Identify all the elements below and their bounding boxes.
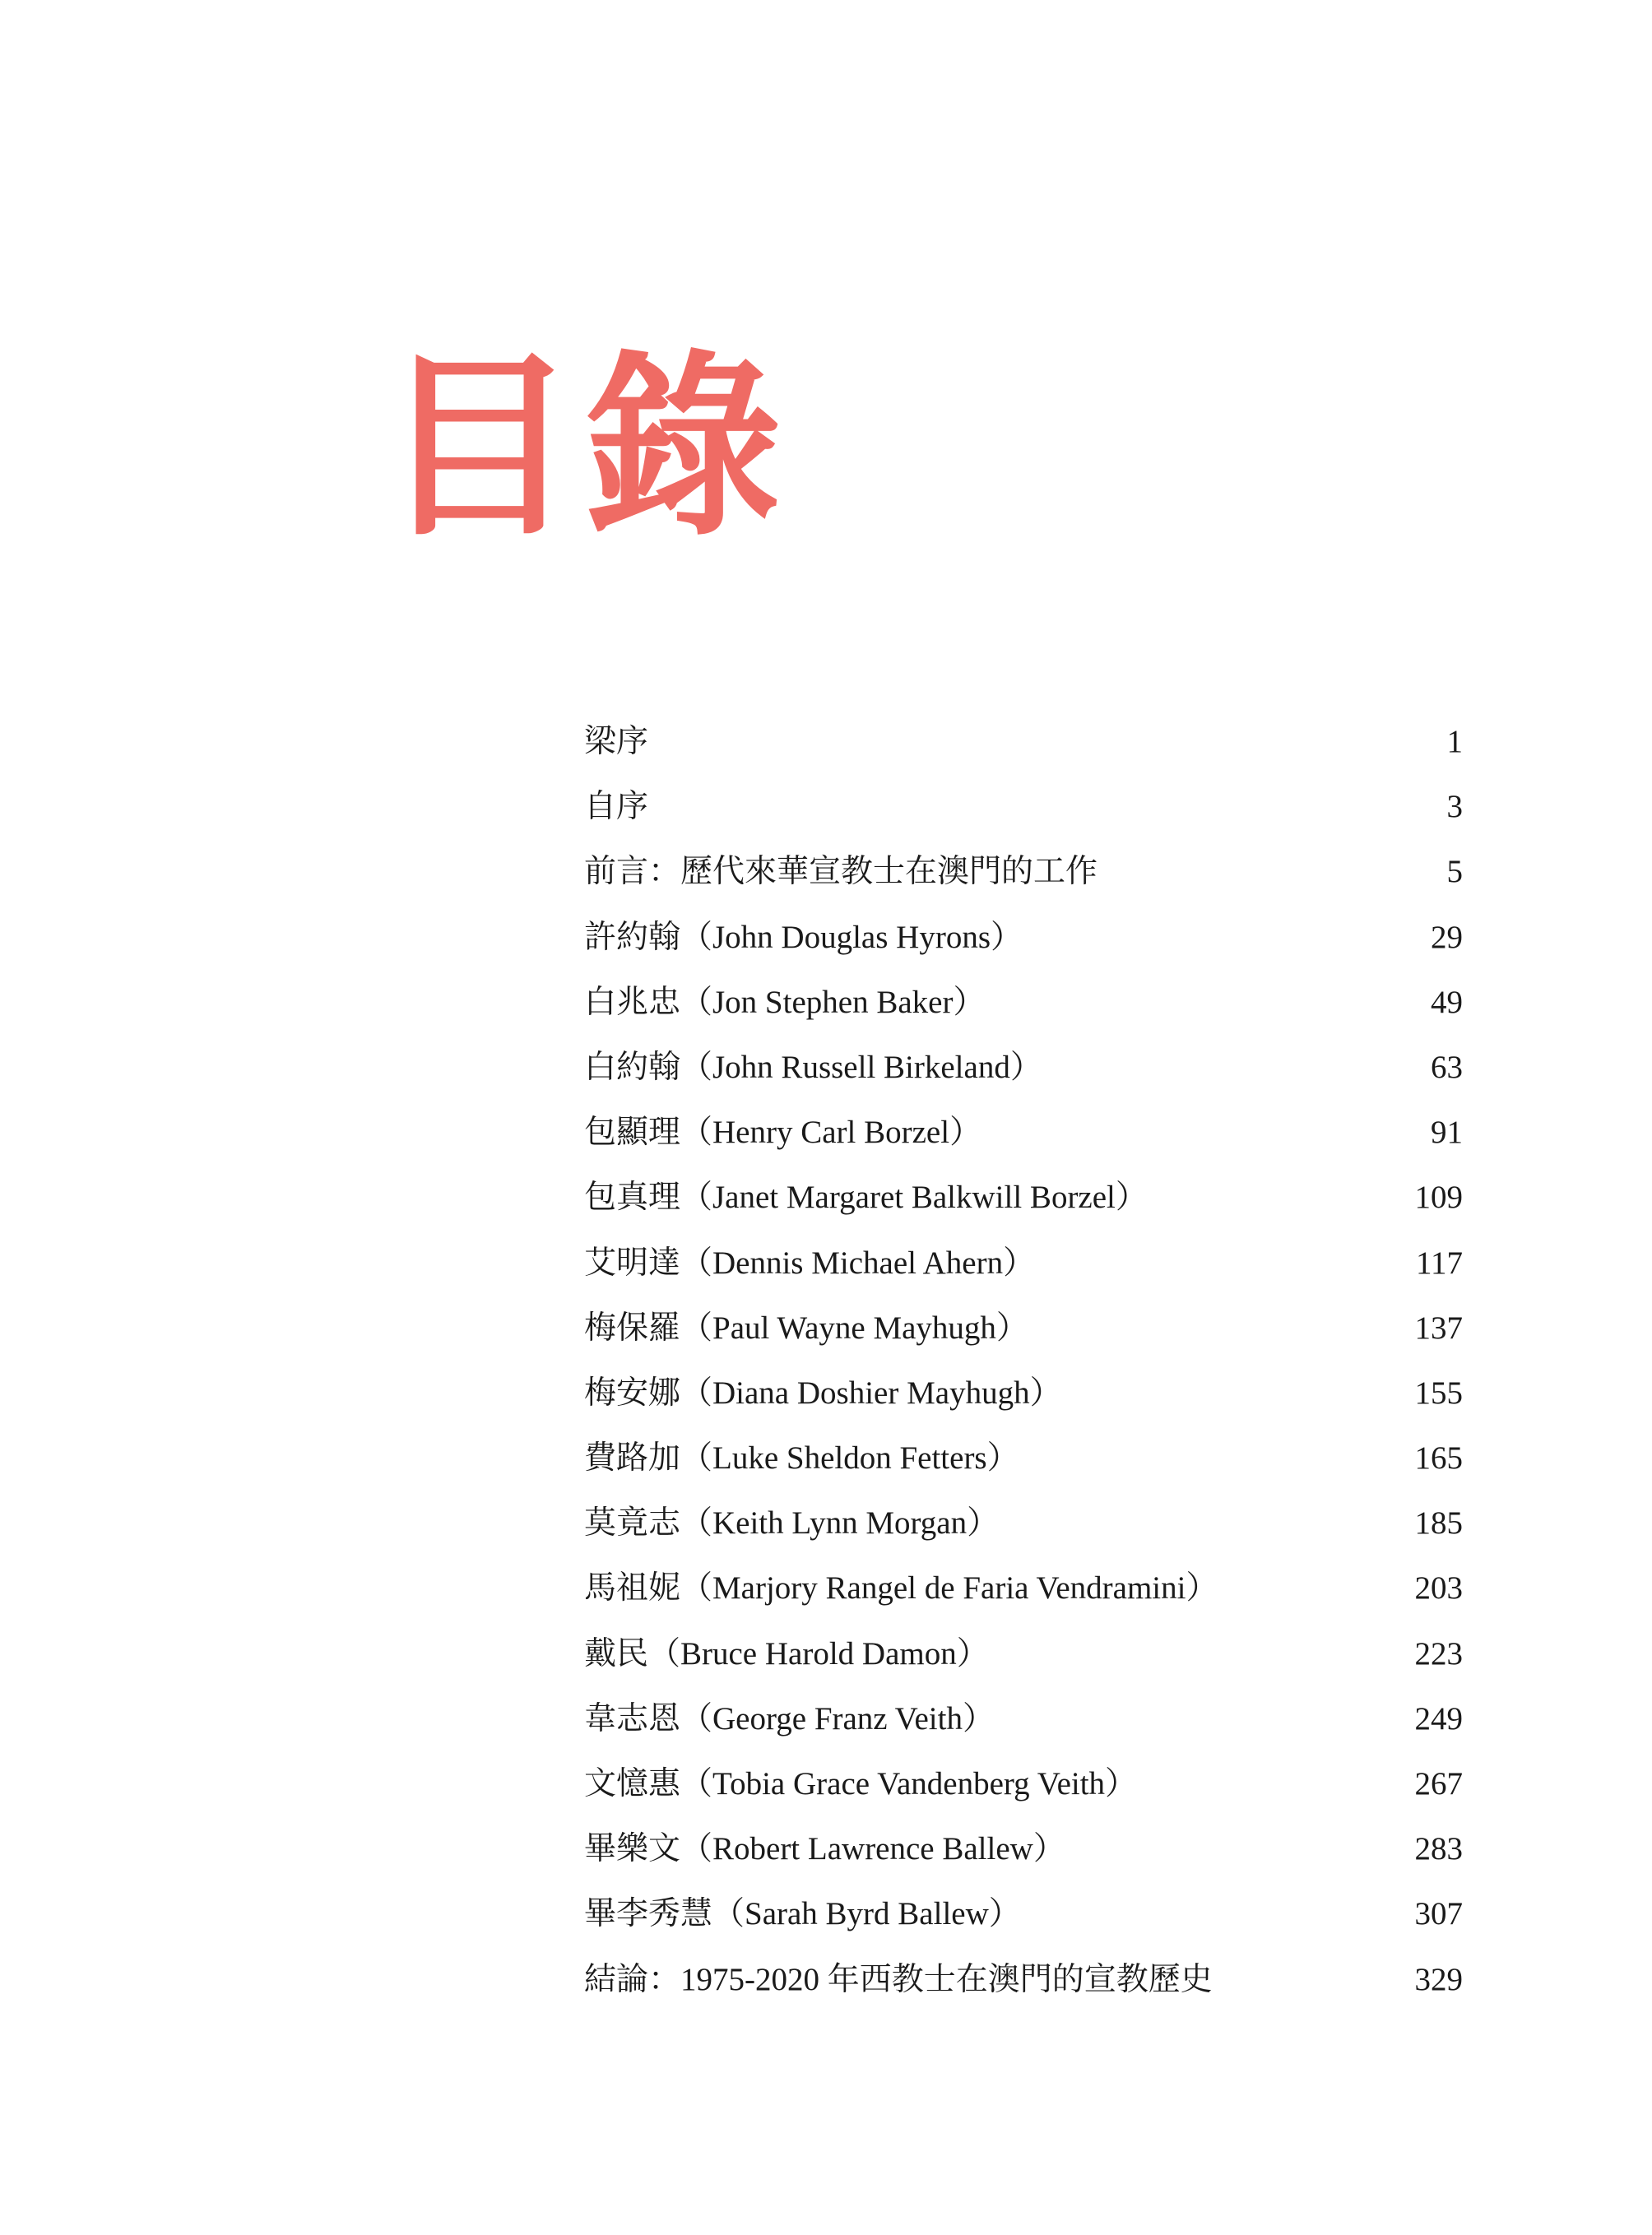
toc-entry-page-number: 203	[1414, 1570, 1463, 1607]
toc-entry	[584, 1556, 1463, 1621]
toc-entry-page-number: 329	[1414, 1961, 1463, 1997]
toc-entry-page-number: 91	[1431, 1115, 1463, 1151]
page-title: 目錄	[380, 330, 789, 563]
toc-entry-page-number: 5	[1446, 854, 1463, 890]
toc-entry-title: 梅保羅（Paul Wayne Mayhugh）	[584, 1310, 1028, 1346]
toc-entry	[584, 1947, 1463, 2012]
toc-entry-page-number: 63	[1431, 1049, 1463, 1085]
toc-entry	[584, 1881, 1463, 1946]
toc-entry-page-number: 307	[1414, 1896, 1463, 1932]
toc-entry-page-number: 109	[1414, 1180, 1463, 1216]
toc-entry	[584, 1165, 1463, 1230]
toc-entry	[584, 1035, 1463, 1100]
toc-entry	[584, 1751, 1463, 1816]
toc-entry-title: 費路加（Luke Sheldon Fetters）	[584, 1440, 1019, 1477]
toc-entry-page-number: 3	[1446, 789, 1463, 825]
toc-entry-title: 梁序	[584, 724, 649, 759]
toc-entry-title: 畢李秀慧（Sarah Byrd Ballew）	[584, 1896, 1021, 1932]
toc-entry-page-number: 185	[1414, 1505, 1463, 1542]
toc-entry	[584, 970, 1463, 1035]
toc-entry-page-number: 283	[1414, 1831, 1463, 1867]
toc-entry-page-number: 165	[1414, 1440, 1463, 1477]
toc-entry-title: 結論：1975-2020 年西教士在澳門的宣教歷史	[584, 1961, 1213, 1997]
toc-entry-title: 包顯理（Henry Carl Borzel）	[584, 1115, 982, 1151]
toc-entry-title: 前言：歷代來華宣教士在澳門的工作	[584, 854, 1098, 890]
toc-entry	[584, 1491, 1463, 1556]
toc-entry-page-number: 29	[1431, 919, 1463, 955]
toc-entry-page-number: 137	[1414, 1310, 1463, 1346]
toc-entry-title: 白約翰（John Russell Birkeland）	[584, 1049, 1042, 1085]
toc-entry-title: 馬祖妮（Marjory Rangel de Faria Vendramini）	[584, 1570, 1218, 1607]
toc-entry	[584, 1426, 1463, 1491]
toc-entry-page-number: 117	[1415, 1245, 1463, 1281]
toc-entry	[584, 1231, 1463, 1296]
toc-entry	[584, 709, 1463, 774]
toc-entry	[584, 1621, 1463, 1686]
toc-entry-title: 文憶惠（Tobia Grace Vandenberg Veith）	[584, 1766, 1138, 1801]
toc-entry-title: 韋志恩（George Franz Veith）	[584, 1700, 995, 1737]
toc-entry	[584, 1816, 1463, 1881]
toc-entry	[584, 1686, 1463, 1751]
toc-entry	[584, 1296, 1463, 1361]
toc-entry-title: 艾明達（Dennis Michael Ahern）	[584, 1245, 1036, 1281]
toc-entry-page-number: 155	[1414, 1375, 1463, 1411]
toc-entry-title: 梅安娜（Diana Doshier Mayhugh）	[584, 1375, 1062, 1411]
toc-entry-page-number: 49	[1431, 984, 1463, 1020]
toc-entry-page-number: 249	[1414, 1700, 1463, 1737]
toc-entry-title: 包真理（Janet Margaret Balkwill Borzel）	[584, 1180, 1148, 1216]
toc-entry-title: 自序	[584, 789, 649, 825]
toc-entry	[584, 774, 1463, 839]
toc-entry	[584, 905, 1463, 970]
toc-entry-title: 白兆忠（Jon Stephen Baker）	[584, 984, 986, 1020]
toc-entry-title: 畢樂文（Robert Lawrence Ballew）	[584, 1831, 1065, 1867]
toc-entry-title: 莫竟志（Keith Lynn Morgan）	[584, 1505, 1000, 1542]
toc-entry-title: 戴民（Bruce Harold Damon）	[584, 1635, 989, 1672]
toc-entry-page-number: 223	[1414, 1635, 1463, 1672]
toc-entry-page-number: 267	[1414, 1766, 1463, 1801]
toc-entry	[584, 1100, 1463, 1165]
toc-entry-page-number: 1	[1446, 724, 1463, 759]
toc-entry-title: 許約翰（John Douglas Hyrons）	[584, 919, 1023, 955]
toc-entry	[584, 1361, 1463, 1426]
toc-entry	[584, 839, 1463, 904]
table-of-contents	[584, 709, 1463, 2012]
